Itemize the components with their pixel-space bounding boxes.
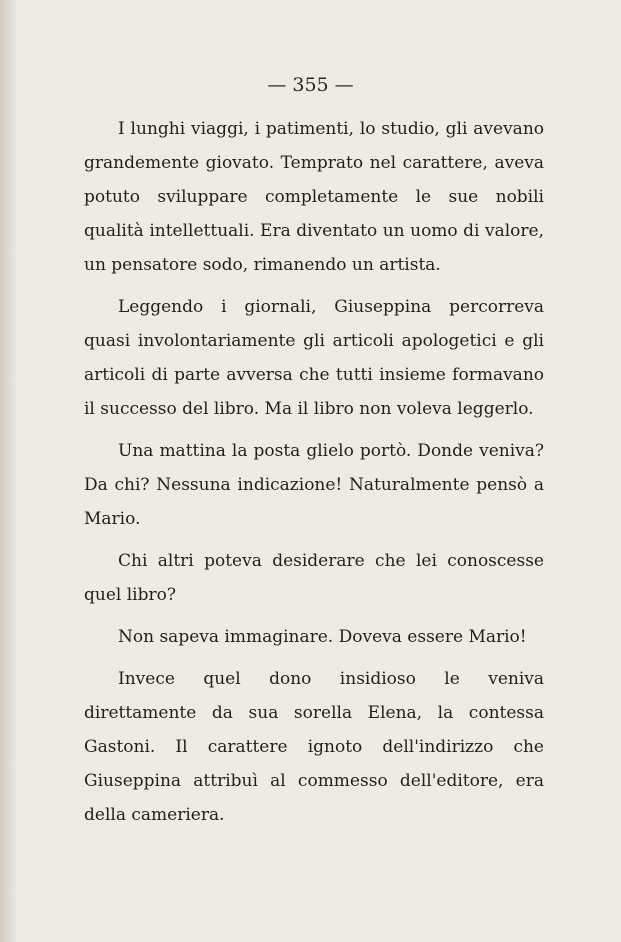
paragraph-3: Una mattina la posta glielo portò. Donde veniva? Da chi? Nessuna indicazione! Naturalmente pensò a Mario.	[84, 441, 544, 529]
page-number: — 355 —	[267, 74, 354, 96]
paragraph-2: Leggendo i giornali, Giuseppina percorreva quasi involontariamente gli articoli apologetici e gli articoli di parte avversa che tutti insieme formavano il successo del libro. Ma il libro non voleva leggerlo.	[84, 297, 544, 419]
paragraph-1: I lunghi viaggi, i patimenti, lo studio, gli avevano grandemente giovato. Temprato nel carattere, aveva potuto sviluppare completamente le sue nobili qualità intellettuali. Era diventato un uomo di valore, un pensatore sodo, rimanendo un artista.	[84, 119, 544, 275]
paragraph-4: Chi altri poteva desiderare che lei conoscesse quel libro?	[84, 551, 544, 605]
body-text	[84, 112, 544, 832]
paragraph-6: Invece quel dono insidioso le veniva direttamente da sua sorella Elena, la contessa Gastoni. Il carattere ignoto dell'indirizzo che Giuseppina attribuì al commesso dell'editore, era della cameriera.	[84, 669, 544, 825]
paragraph-5: Non sapeva immaginare. Doveva essere Mario!	[118, 627, 527, 647]
